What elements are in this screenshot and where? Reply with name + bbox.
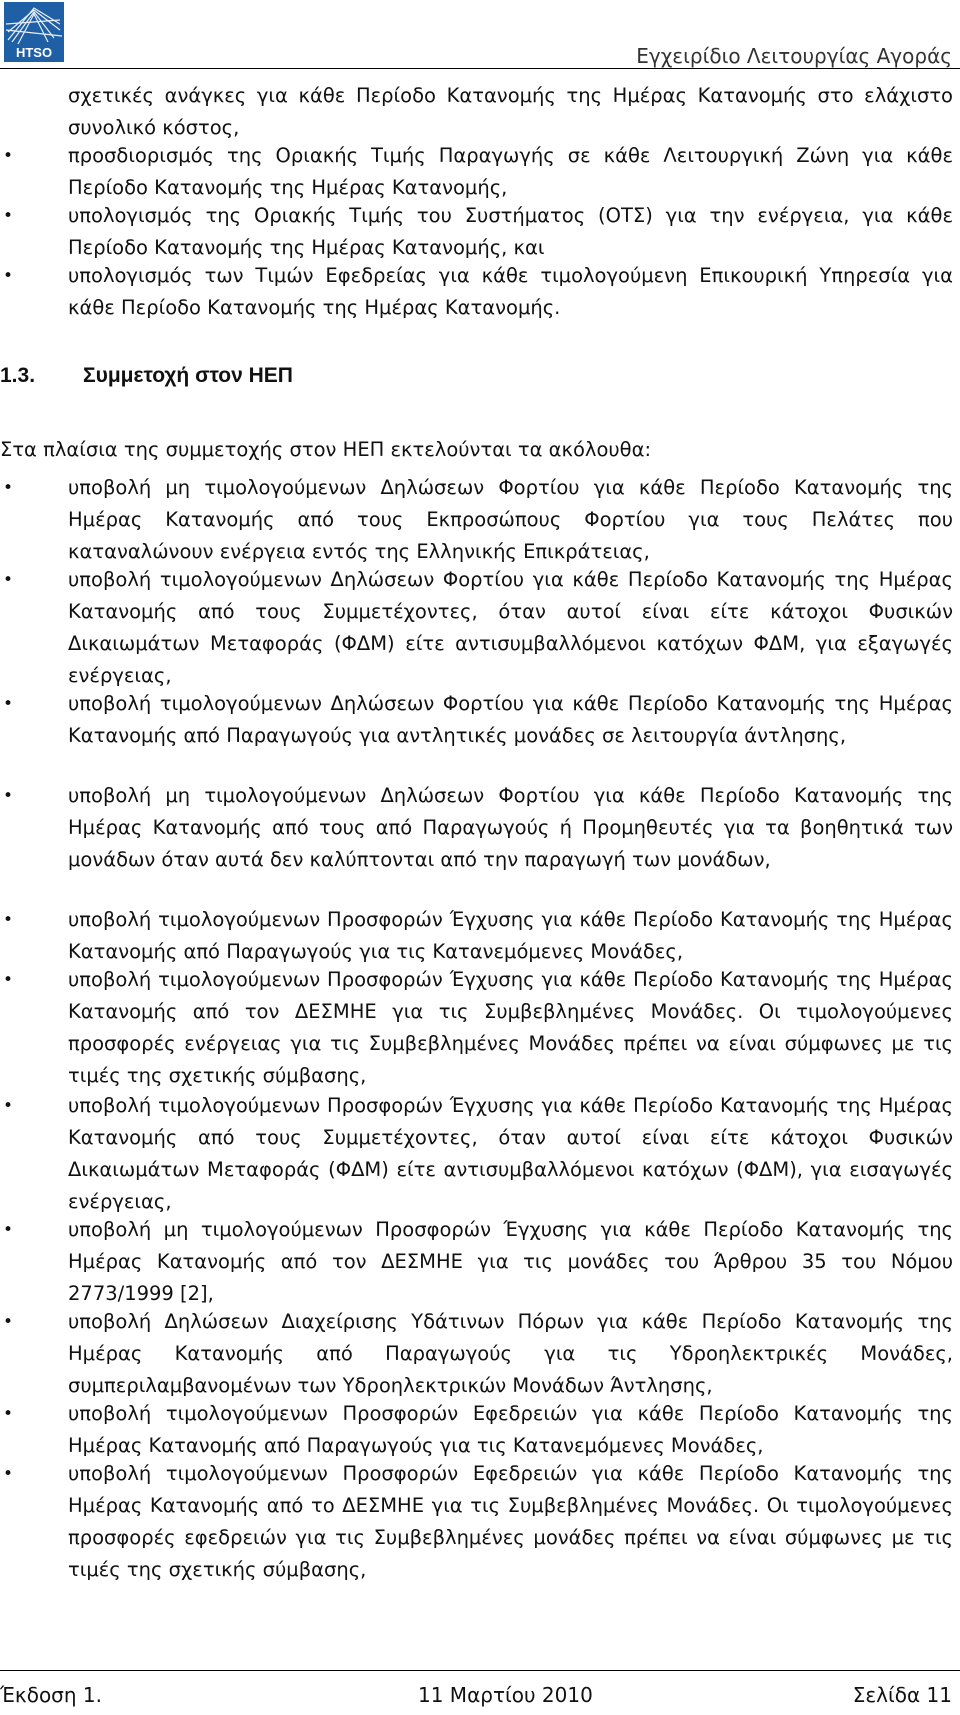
list-item: υποβολή Δηλώσεων Διαχείρισης Υδάτινων Πόρων για κάθε Περίοδο Κατανομής της Ημέρας Κατανομής από Παραγωγούς για τις Υδροηλεκτρικές Μονάδες, συμπεριλαμβανομένων των Υδροηλεκτρικών Μονάδων Άντλησης, — [68, 1310, 953, 1397]
list-item: υποβολή μη τιμολογούμενων Προσφορών Έγχυσης για κάθε Περίοδο Κατανομής της Ημέρας Κατανομής από τον ΔΕΣΜΗΕ για τις μονάδες του Άρθρου 35 του Νόμου 2773/1999 [2], — [68, 1218, 953, 1305]
list-item: υποβολή τιμολογούμενων Δηλώσεων Φορτίου για κάθε Περίοδο Κατανομής της Ημέρας Κατανομής από τους Συμμετέχοντες, όταν αυτοί είναι είτε κάτοχοι Φυσικών Δικαιωμάτων Μεταφοράς (ΦΔΜ) είτε αντισυμβαλλόμενοι κατόχων ΦΔΜ, για εξαγωγές ενέργειας, — [68, 568, 953, 687]
bullet-icon: • — [3, 1312, 14, 1332]
footer-date: 11 Μαρτίου 2010 — [418, 1683, 593, 1707]
footer-page-number: Σελίδα 11 — [852, 1683, 952, 1707]
bullet-icon: • — [3, 1220, 14, 1240]
header-divider — [0, 68, 960, 69]
list-item: υπολογισμός της Οριακής Τιμής του Συστήματος (ΟΤΣ) για την ενέργεια, για κάθε Περίοδο Κατανομής της Ημέρας Κατανομής, και — [68, 204, 953, 259]
bullet-icon: • — [3, 694, 14, 714]
section-number: 1.3. — [0, 364, 36, 387]
list-item: προσδιορισμός της Οριακής Τιμής Παραγωγής σε κάθε Λειτουργική Ζώνη για κάθε Περίοδο Κατανομής της Ημέρας Κατανομής, — [68, 144, 953, 199]
bullet-icon: • — [3, 570, 14, 590]
list-item: υποβολή μη τιμολογούμενων Δηλώσεων Φορτίου για κάθε Περίοδο Κατανομής της Ημέρας Κατανομής από τους Εκπροσώπους Φορτίου για τους Πελάτες που καταναλώνουν ενέργεια εντός της Ελληνικής Επικράτειας, — [68, 476, 953, 563]
document-title: Εγχειρίδιο Λειτουργίας Αγοράς — [636, 44, 952, 68]
section-intro: Στα πλαίσια της συμμετοχής στον ΗΕΠ εκτελούνται τα ακόλουθα: — [0, 438, 652, 461]
bullet-icon: • — [3, 1404, 14, 1424]
list-item: υπολογισμός των Τιμών Εφεδρείας για κάθε τιμολογούμενη Επικουρική Υπηρεσία για κάθε Περίοδο Κατανομής της Ημέρας Κατανομής. — [68, 264, 953, 319]
bullet-icon: • — [3, 478, 14, 498]
bullet-icon: • — [3, 786, 14, 806]
logo-text: HTSO — [15, 45, 53, 60]
list-item: υποβολή τιμολογούμενων Προσφορών Εφεδρειών για κάθε Περίοδο Κατανομής της Ημέρας Κατανομής από το ΔΕΣΜΗΕ για τις Συμβεβλημένες Μονάδες. Οι τιμολογούμενες προσφορές εφεδρειών για τις Συμβεβλημένες μονάδες πρέπει να είναι σύμφωνες με τις τιμές της σχετικής σύμβασης, — [68, 1462, 953, 1581]
htso-logo — [4, 2, 64, 62]
bullet-icon: • — [3, 1464, 14, 1484]
list-item: υποβολή τιμολογούμενων Προσφορών Έγχυσης για κάθε Περίοδο Κατανομής της Ημέρας Κατανομής από Παραγωγούς για τις Κατανεμόμενες Μονάδες, — [68, 908, 953, 963]
footer-edition: Έκδοση 1. — [0, 1683, 102, 1707]
list-item: σχετικές ανάγκες για κάθε Περίοδο Κατανομής της Ημέρας Κατανομής στο ελάχιστο συνολικό κόστος, — [68, 84, 953, 139]
bullet-icon: • — [3, 146, 14, 166]
list-item: υποβολή τιμολογούμενων Προσφορών Έγχυσης για κάθε Περίοδο Κατανομής της Ημέρας Κατανομής από τους Συμμετέχοντες, όταν αυτοί είναι είτε κάτοχοι Φυσικών Δικαιωμάτων Μεταφοράς (ΦΔΜ) είτε αντισυμβαλλόμενοι κατόχων (ΦΔΜ), για εισαγωγές ενέργειας, — [68, 1094, 953, 1213]
list-item: υποβολή τιμολογούμενων Προσφορών Έγχυσης για κάθε Περίοδο Κατανομής της Ημέρας Κατανομής από τον ΔΕΣΜΗΕ για τις Συμβεβλημένες Μονάδες. Οι τιμολογούμενες προσφορές ενέργειας για τις Συμβεβλημένες Μονάδες πρέπει να είναι σύμφωνες με τις τιμές της σχετικής σύμβασης, — [68, 968, 953, 1087]
list-item: υποβολή τιμολογούμενων Δηλώσεων Φορτίου για κάθε Περίοδο Κατανομής της Ημέρας Κατανομής από Παραγωγούς για αντλητικές μονάδες σε λειτουργία άντλησης, — [68, 692, 953, 747]
section-title: Συμμετοχή στον ΗΕΠ — [83, 364, 293, 387]
list-item: υποβολή τιμολογούμενων Προσφορών Εφεδρειών για κάθε Περίοδο Κατανομής της Ημέρας Κατανομής από Παραγωγούς για τις Κατανεμόμενες Μονάδες, — [68, 1402, 953, 1457]
bullet-icon: • — [3, 970, 14, 990]
bullet-icon: • — [3, 1096, 14, 1116]
bullet-icon: • — [3, 206, 14, 226]
bullet-icon: • — [3, 910, 14, 930]
list-item: υποβολή μη τιμολογούμενων Δηλώσεων Φορτίου για κάθε Περίοδο Κατανομής της Ημέρας Κατανομής από τους από Παραγωγούς ή Προμηθευτές για τα βοηθητικά των μονάδων όταν αυτά δεν καλύπτονται από την παραγωγή των μονάδων, — [68, 784, 953, 871]
footer-divider — [0, 1670, 960, 1671]
bullet-icon: • — [3, 266, 14, 286]
